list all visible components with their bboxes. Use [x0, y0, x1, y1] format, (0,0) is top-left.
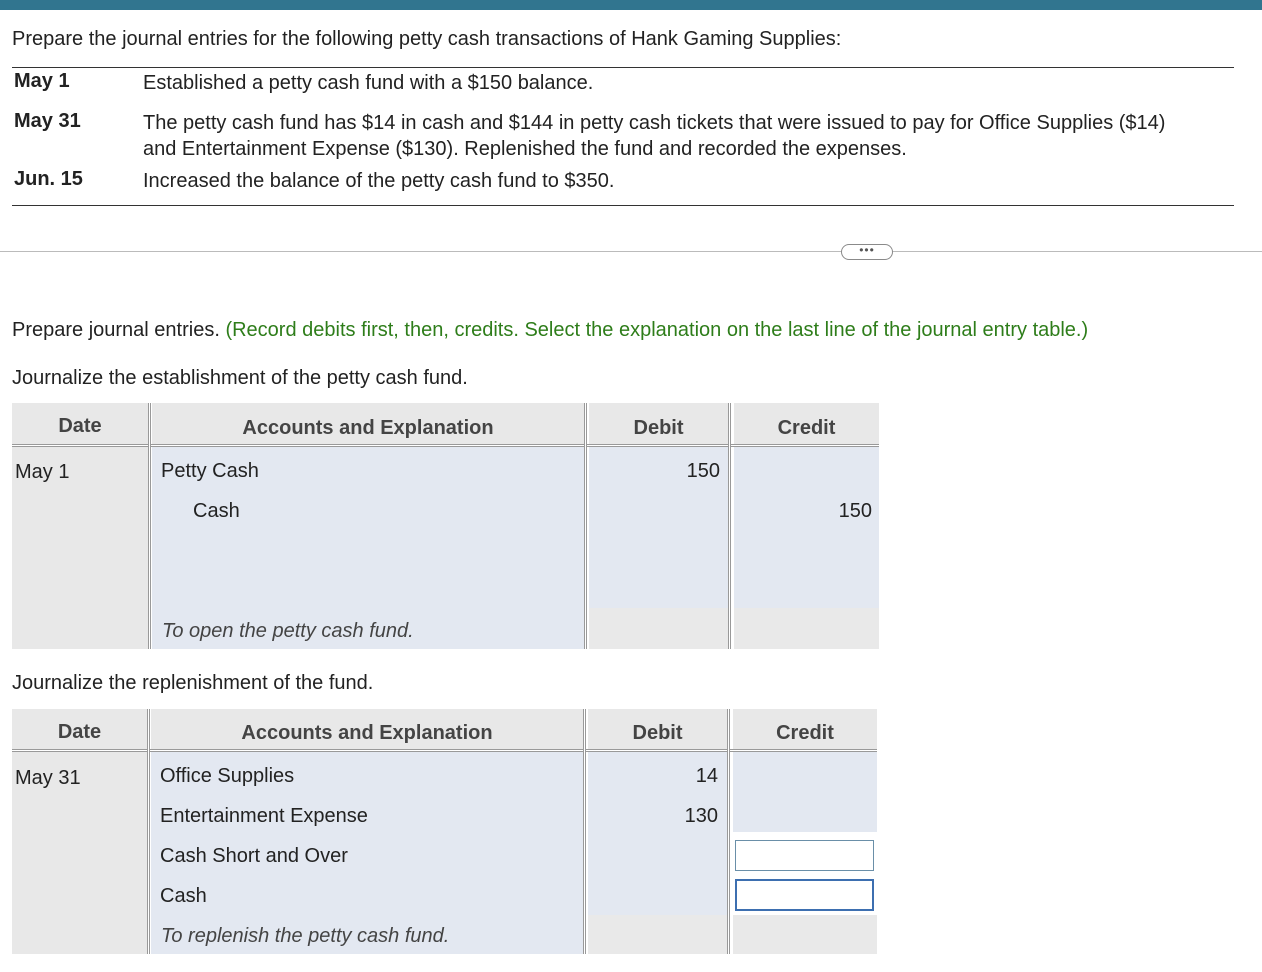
debit-header: Debit [589, 403, 728, 444]
account-name[interactable]: Cash [160, 885, 207, 907]
entry1-heading: Journalize the establishment of the petty cash fund. [12, 367, 468, 389]
credit-cell [733, 752, 877, 832]
accounts-header: Accounts and Explanation [151, 709, 583, 749]
table-top-rule [12, 67, 1234, 68]
accounts-header: Accounts and Explanation [152, 403, 584, 444]
debit-header: Debit [588, 709, 727, 749]
column-rule [148, 403, 151, 649]
transaction-description: Increased the balance of the petty cash fund to $350. [143, 170, 615, 192]
debit-explanation-cell [588, 915, 727, 954]
column-rule [584, 403, 587, 649]
credit-header: Credit [734, 403, 879, 444]
credit-input-cash[interactable] [735, 879, 874, 911]
date-header: Date [12, 403, 148, 444]
instructions-note: (Record debits first, then, credits. Select the explanation on the last line of the journal entry table.) [225, 319, 1089, 341]
transaction-date: Jun. 15 [14, 168, 83, 190]
credit-explanation-cell [733, 915, 877, 954]
account-name[interactable]: Cash Short and Over [160, 845, 348, 867]
credit-input-cash-short-over[interactable] [735, 840, 874, 871]
instructions-prefix: Prepare journal entries. [12, 319, 220, 341]
credit-explanation-cell [734, 608, 879, 649]
account-name[interactable]: Petty Cash [161, 460, 259, 482]
column-rule [147, 709, 150, 954]
entry-date: May 1 [15, 461, 70, 483]
entry-date: May 31 [15, 767, 81, 789]
column-rule [727, 709, 730, 954]
section-divider [0, 251, 1262, 252]
top-bar [0, 0, 1262, 10]
more-button[interactable]: ••• [841, 244, 893, 260]
table-bottom-rule [12, 205, 1234, 206]
entry-explanation[interactable]: To replenish the petty cash fund. [161, 925, 450, 947]
transaction-date: May 1 [14, 70, 70, 92]
account-name[interactable]: Entertainment Expense [160, 805, 368, 827]
credit-header: Credit [733, 709, 877, 749]
column-rule [583, 709, 586, 954]
problem-intro: Prepare the journal entries for the following petty cash transactions of Hank Gaming Supplies: [12, 28, 842, 50]
instructions [12, 319, 1088, 342]
debit-amount: 14 [695, 765, 718, 787]
transaction-description: Established a petty cash fund with a $150 balance. [143, 72, 594, 94]
column-rule [728, 403, 731, 649]
transaction-description: The petty cash fund has $14 in cash and $144 in petty cash tickets that were issued to pay for Office Supplies ($14) [143, 112, 1166, 134]
debit-explanation-cell [589, 608, 728, 649]
transaction-date: May 31 [14, 110, 81, 132]
transaction-description: and Entertainment Expense ($130). Replenished the fund and recorded the expenses. [143, 138, 907, 160]
entry-explanation[interactable]: To open the petty cash fund. [162, 620, 414, 642]
account-name[interactable]: Cash [193, 500, 240, 522]
debit-amount: 130 [684, 805, 718, 827]
credit-amount: 150 [838, 500, 872, 522]
account-name[interactable]: Office Supplies [160, 765, 295, 787]
debit-amount: 150 [686, 460, 720, 482]
entry2-heading: Journalize the replenishment of the fund. [12, 672, 374, 694]
date-header: Date [12, 709, 147, 749]
credit-cell [734, 447, 879, 608]
